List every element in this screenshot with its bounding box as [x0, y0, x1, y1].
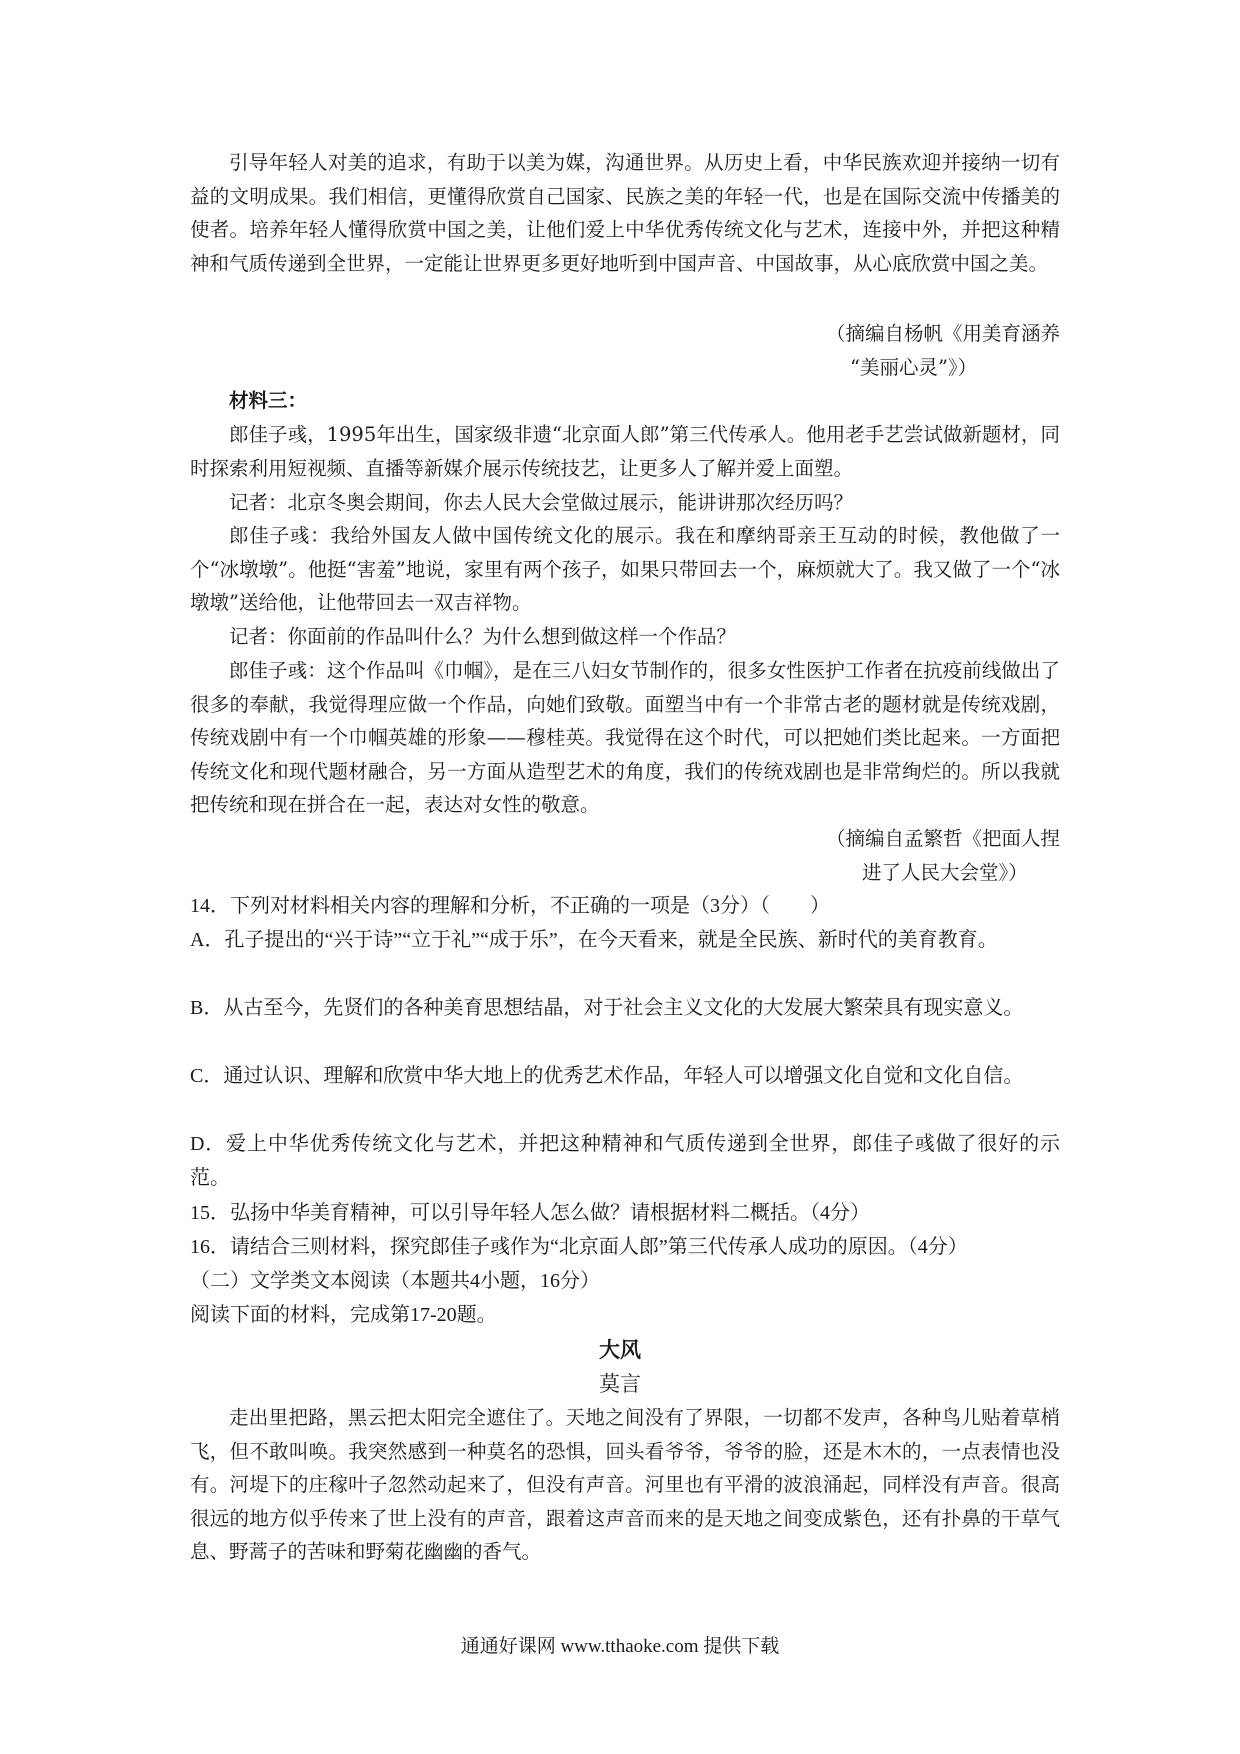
option-b: B．从古至今，先贤们的各种美育思想结晶，对于社会主义文化的大发展大繁荣具有现实意义。: [190, 997, 1024, 1019]
question-16: 16．请结合三则材料，探究郎佳子彧作为“北京面人郎”第三代传承人成功的原因。（4分）: [190, 1236, 968, 1258]
reading-instruction: 阅读下面的材料，完成第17-20题。: [190, 1304, 497, 1326]
option-c: C．通过认识、理解和欣赏中华大地上的优秀艺术作品，年轻人可以增强文化自觉和文化自信。: [190, 1065, 1024, 1087]
page-footer: 通通好课网 www.tthaoke.com 提供下载: [460, 1636, 780, 1657]
source-line-2: 进了人民大会堂》）: [861, 860, 1028, 884]
interviewee-answer-2: 郎佳子彧：这个作品叫《巾帼》，是在三八妇女节制作的，很多女性医护工作者在抗疫前线做出了很多的奉献，我觉得理应做一个作品，向她们致敬。面塑当中有一个非常古老的题材就是传统戏剧，传统戏剧中有一个巾帼英雄的形象——穆桂英。我觉得在这个时代，可以把她们类比起来。一方面把传统文化和现代题材融合，另一方面从造型艺术的角度，我们的传统戏剧也是非常绚烂的。所以我就把传统和现在拼合在一起，表达对女性的敬意。: [190, 659, 1060, 816]
story-author: 莫言: [599, 1372, 641, 1396]
source-line-1: （摘编自杨帆《用美育涵养: [825, 322, 1060, 345]
source-line-1: （摘编自孟繁哲《把面人捏: [825, 827, 1060, 850]
source-line-2: “美丽心灵”》）: [849, 355, 978, 379]
question-14: 14．下列对材料相关内容的理解和分析，不正确的一项是（3分）（ ）: [190, 895, 830, 917]
material2-source: [826, 317, 1060, 384]
material2-paragraph: 引导年轻人对美的追求，有助于以美为媒，沟通世界。从历史上看，中华民族欢迎并接纳一切有益的文明成果。我们相信，更懂得欣赏自己国家、民族之美的年轻一代，也是在国际交流中传播美的使者。培养年轻人懂得欣赏中国之美，让他们爱上中华优秀传统文化与艺术，连接中外，并把这种精神和气质传递到全世界，一定能让世界更多更好地听到中国声音、中国故事，从心底欣赏中国之美。: [190, 151, 1060, 275]
option-d: D．爱上中华优秀传统文化与艺术，并把这种精神和气质传递到全世界，郎佳子彧做了很好的示范。: [190, 1133, 1060, 1189]
interviewee-answer-1: 郎佳子彧：我给外国友人做中国传统文化的展示。我在和摩纳哥亲王互动的时候，教他做了一个“冰墩墩”。他挺“害羞”地说，家里有两个孩子，如果只带回去一个，麻烦就大了。我又做了一个“冰墩墩”送给他，让他带回去一双吉祥物。: [190, 524, 1060, 614]
option-a: A．孔子提出的“兴于诗”“立于礼”“成于乐”，在今天看来，就是全民族、新时代的美育教育。: [190, 929, 998, 951]
question-15: 15．弘扬中华美育精神，可以引导年轻人怎么做？请根据材料二概括。（4分）: [190, 1202, 870, 1224]
story-title: 大风: [599, 1337, 641, 1362]
material3-label: 材料三：: [229, 389, 308, 412]
reporter-question-2: 记者：你面前的作品叫什么？为什么想到做这样一个作品？: [229, 625, 737, 648]
section-heading: （二）文学类文本阅读（本题共4小题，16分）: [190, 1270, 600, 1292]
material3-source: [826, 822, 1060, 889]
reporter-question-1: 记者：北京冬奥会期间，你去人民大会堂做过展示，能讲讲那次经历吗？: [229, 491, 854, 514]
story-paragraph: 走出里把路，黑云把太阳完全遮住了。天地之间没有了界限，一切都不发声，各种鸟儿贴着草梢飞，但不敢叫唤。我突然感到一种莫名的恐惧，回头看爷爷，爷爷的脸，还是木木的，一点表情也没有。河堤下的庄稼叶子忽然动起来了，但没有声音。河里也有平滑的波浪涌起，同样没有声音。很高很远的地方似乎传来了世上没有的声音，跟着这声音而来的是天地之间变成紫色，还有扑鼻的干草气息、野蒿子的苦味和野菊花幽幽的香气。: [190, 1406, 1060, 1563]
material3-intro: 郎佳子彧，1995年出生，国家级非遗“北京面人郎”第三代传承人。他用老手艺尝试做新题材，同时探索利用短视频、直播等新媒介展示传统技艺，让更多人了解并爱上面塑。: [190, 423, 1060, 480]
